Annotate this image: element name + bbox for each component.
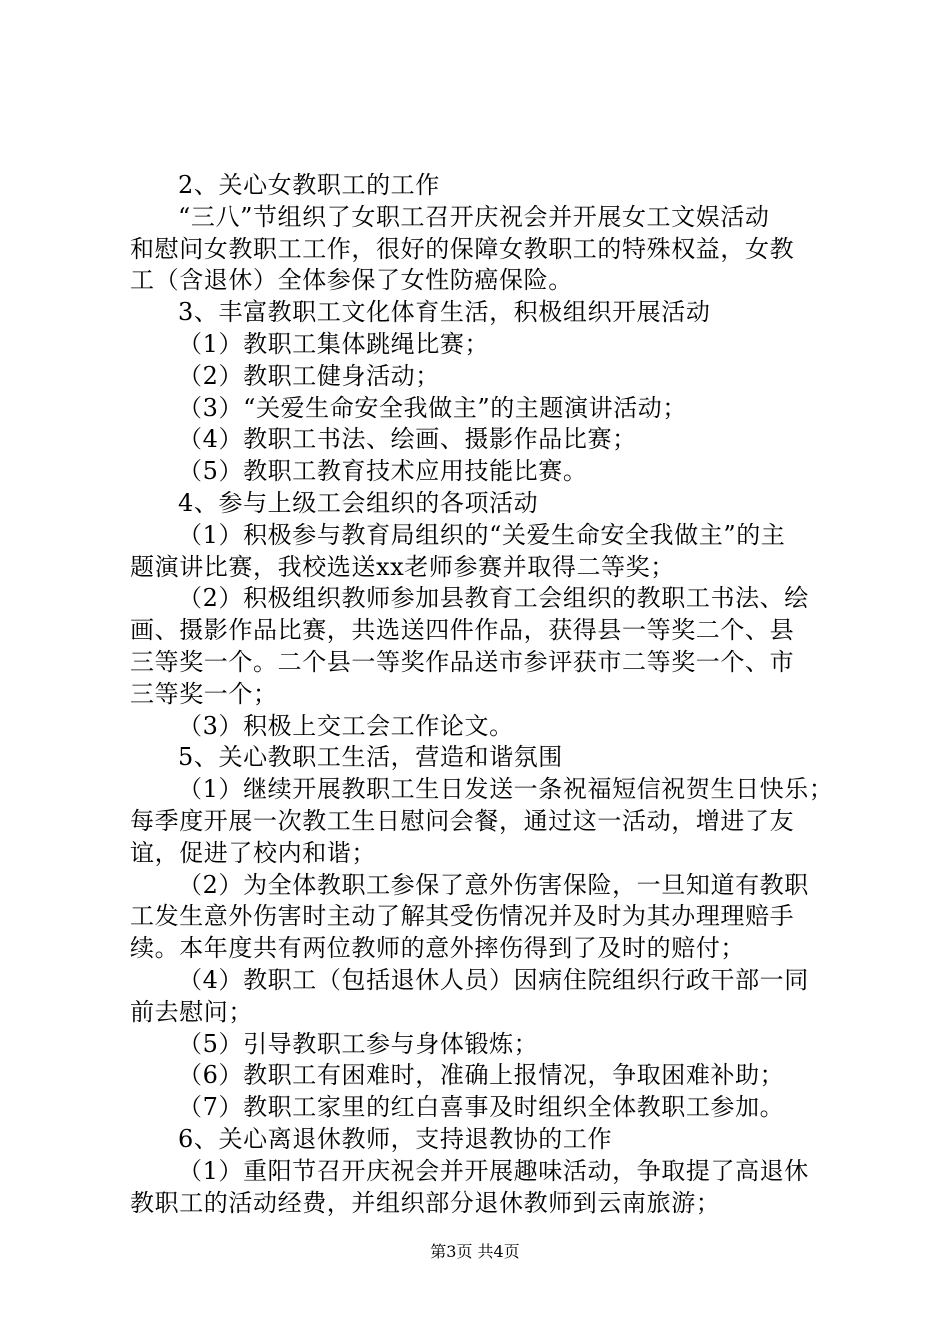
heading-4 — [130, 488, 840, 520]
list-item — [130, 965, 840, 1029]
text-line: 谊，促进了校内和谐； — [130, 838, 376, 867]
text-line: （5）教职工教育技术应用技能比赛。 — [178, 457, 588, 486]
text-line: （1）重阳节召开庆祝会并开展趣味活动，争取提了高退休 — [178, 1156, 809, 1185]
heading-2 — [130, 170, 840, 202]
list-item — [130, 520, 840, 584]
paragraph-womens-day — [130, 202, 840, 297]
text-line: （4）教职工（包括退休人员）因病住院组织行政干部一同 — [178, 965, 809, 994]
list-item — [130, 329, 840, 361]
text-line: （7）教职工家里的红白喜事及时组织全体教职工参加。 — [178, 1093, 785, 1122]
text-line: 工（含退休）全体参保了女性防癌保险。 — [130, 266, 573, 295]
text-line: （5）引导教职工参与身体锻炼； — [178, 1029, 539, 1058]
text-line: 2、关心女教职工的工作 — [178, 171, 440, 199]
list-item — [130, 1060, 840, 1092]
list-item — [130, 711, 840, 743]
list-item — [130, 361, 840, 393]
text-line: 3、丰富教职工文化体育生活，积极组织开展活动 — [178, 298, 711, 327]
text-line: 5、关心教职工生活，营造和谐氛围 — [178, 743, 563, 772]
list-item — [130, 424, 840, 456]
list-item — [130, 1156, 840, 1220]
heading-5 — [130, 742, 840, 774]
text-line: （2）积极组织教师参加县教育工会组织的教职工书法、绘 — [178, 584, 809, 613]
text-line: （1）继续开展教职工生日发送一条祝福短信祝贺生日快乐； — [178, 775, 834, 804]
text-line: （6）教职工有困难时，准确上报情况，争取困难补助； — [178, 1061, 785, 1090]
text-line: 工发生意外伤害时主动了解其受伤情况并及时为其办理理赔手 — [130, 902, 795, 931]
text-line: 和慰问女教职工工作，很好的保障女教职工的特殊权益，女教 — [130, 234, 795, 263]
page-number: 第3页 共4页 — [430, 1242, 520, 1261]
text-line: 前去慰问； — [130, 997, 253, 1026]
text-line: 4、参与上级工会组织的各项活动 — [178, 488, 539, 517]
text-line: （1）积极参与教育局组织的“关爱生命安全我做主”的主 — [178, 520, 786, 549]
text-line: 续。本年度共有两位教师的意外摔伤得到了及时的赔付； — [130, 934, 745, 963]
text-line: 6、关心离退休教师，支持退教协的工作 — [178, 1124, 613, 1153]
text-line: 三等奖一个； — [130, 679, 278, 708]
text-line: 画、摄影作品比赛，共选送四件作品，获得县一等奖二个、县 — [130, 616, 795, 645]
heading-6 — [130, 1124, 840, 1156]
list-item — [130, 870, 840, 965]
list-item — [130, 1092, 840, 1124]
list-item — [130, 774, 840, 869]
text-line: （1）教职工集体跳绳比赛； — [178, 329, 490, 358]
text-line: 每季度开展一次教工生日慰问会餐，通过这一活动，增进了友 — [130, 806, 795, 835]
text-line: “三八”节组织了女职工召开庆祝会并开展女工文娱活动 — [178, 202, 770, 231]
text-line: 教职工的活动经费，并组织部分退休教师到云南旅游； — [130, 1188, 721, 1217]
text-line: 题演讲比赛，我校选送xx老师参赛并取得二等奖； — [130, 552, 675, 581]
list-item — [130, 393, 840, 425]
document-body — [130, 170, 840, 1219]
text-line: （2）为全体教职工参保了意外伤害保险，一旦知道有教职 — [178, 870, 809, 899]
text-line: （2）教职工健身活动； — [178, 361, 440, 390]
list-item — [130, 456, 840, 488]
heading-3 — [130, 297, 840, 329]
text-line: （4）教职工书法、绘画、摄影作品比赛； — [178, 425, 637, 454]
text-line: 三等奖一个。二个县一等奖作品送市参评获市二等奖一个、市 — [130, 647, 795, 676]
text-line: （3）积极上交工会工作论文。 — [178, 711, 514, 740]
list-item — [130, 1029, 840, 1061]
text-line: （3）“关爱生命安全我做主”的主题演讲活动； — [178, 393, 688, 422]
list-item — [130, 583, 840, 710]
